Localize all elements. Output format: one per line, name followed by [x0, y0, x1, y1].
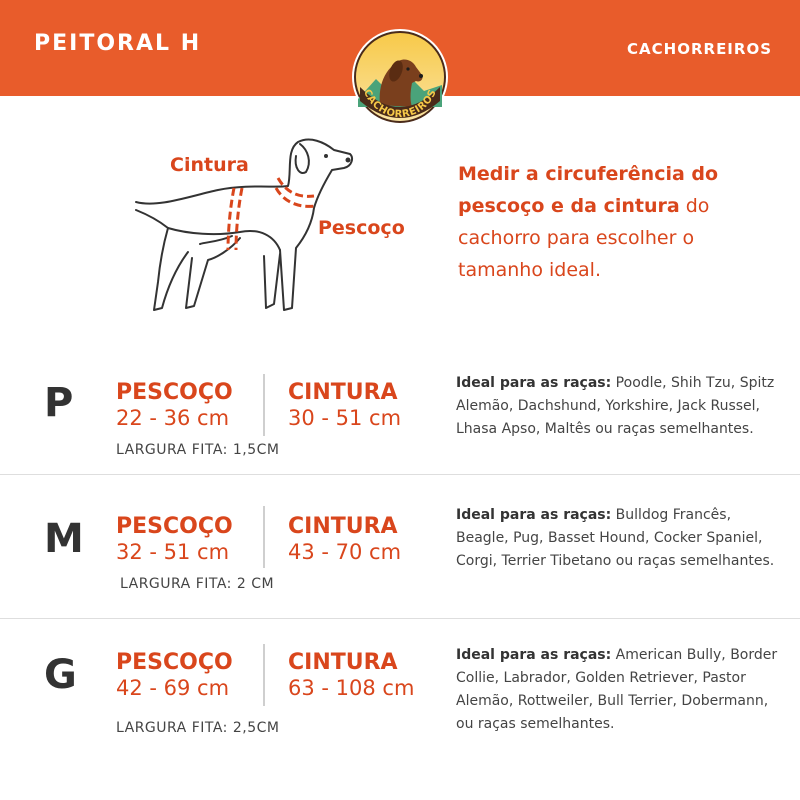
breeds-label: Ideal para as raças:: [456, 647, 612, 663]
breeds-label: Ideal para as raças:: [456, 375, 612, 391]
page-title: PEITORAL H: [34, 31, 202, 56]
instructions-bold: Medir a circuferência do pescoço e da cintura: [458, 163, 719, 217]
neck-value: 42 - 69 cm: [116, 676, 230, 700]
neck-value: 22 - 36 cm: [116, 406, 230, 430]
breeds-label: Ideal para as raças:: [456, 507, 612, 523]
divider: [0, 474, 800, 475]
size-row-p: [0, 366, 800, 506]
neck-title: PESCOÇO: [116, 380, 233, 405]
breeds-text: [456, 504, 786, 573]
size-row-g: [0, 640, 800, 780]
size-row-m: [0, 502, 800, 642]
brand-name: CACHORREIROS: [627, 40, 772, 58]
size-letter: G: [44, 652, 77, 698]
strap-width: LARGURA FITA: 1,5CM: [116, 442, 280, 458]
neck-value: 32 - 51 cm: [116, 540, 230, 564]
waist-title: CINTURA: [288, 380, 398, 405]
divider: [0, 618, 800, 619]
waist-value: 30 - 51 cm: [288, 406, 402, 430]
breeds-list: Bulldog Francês, Beagle, Pug, Basset Hound, Cocker Spaniel, Corgi, Terrier Tibetano ou raças semelhantes.: [456, 507, 775, 569]
brand-logo: [350, 27, 450, 127]
breeds-text: [456, 372, 786, 441]
neck-title: PESCOÇO: [116, 650, 233, 675]
waist-value: 63 - 108 cm: [288, 676, 415, 700]
waist-title: CINTURA: [288, 650, 398, 675]
column-separator: [263, 644, 265, 706]
breeds-list: Poodle, Shih Tzu, Spitz Alemão, Dachshund, Yorkshire, Jack Russel, Lhasa Apso, Maltês ou raças semelhantes.: [456, 375, 775, 437]
strap-width: LARGURA FITA: 2 CM: [120, 576, 275, 592]
column-separator: [263, 374, 265, 436]
breeds-text: [456, 644, 786, 736]
instructions-rest: do cachorro para escolher o tamanho ideal.: [458, 195, 710, 281]
waist-label: Cintura: [170, 154, 249, 176]
size-letter: P: [44, 380, 74, 426]
neck-title: PESCOÇO: [116, 514, 233, 539]
strap-width: LARGURA FITA: 2,5CM: [116, 720, 280, 736]
neck-label: Pescoço: [318, 217, 405, 239]
waist-title: CINTURA: [288, 514, 398, 539]
logo-text: CACHORREIROS: [361, 87, 439, 121]
column-separator: [263, 506, 265, 568]
instructions-text: [458, 158, 768, 286]
size-letter: M: [44, 516, 84, 562]
waist-value: 43 - 70 cm: [288, 540, 402, 564]
breeds-list: American Bully, Border Collie, Labrador, Golden Retriever, Pastor Alemão, Rottweiler, Bull Terrier, Dobermann, ou raças semelhantes.: [456, 647, 778, 732]
